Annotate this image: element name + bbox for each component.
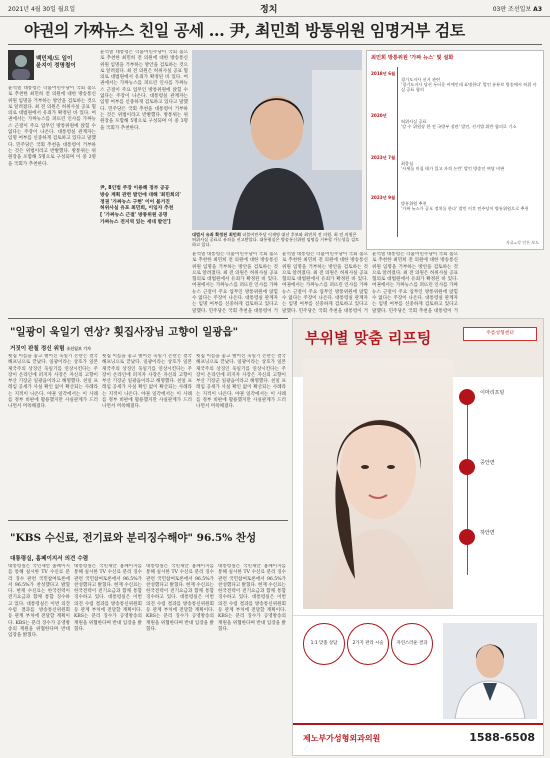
divider: [8, 44, 542, 45]
article3-col4: 대통령실은 국민제안 홈페이지를 통해 실시한 TV 수신료 분리 징수 관련 국민참여토론에서 96.5%가 찬성했다고 밝혔다. 현재 수신료는 한국전력이 전기요금과 함께 통합 징수하고 있다. 대통령실은 이번 의견 수렴 결과를 방송통신위원회 등 관계 부처에 전달할 계획이다. KBS는 분리 징수가 공영방송의 재원을 위협한다며 반대 입장을 밝혔다.: [218, 564, 286, 632]
ad-hospital-name: 제노부가성형외과의원: [303, 734, 381, 743]
ad-step: 이마리프팅: [459, 389, 537, 409]
article2-headline: "일광이 욱일기 연상? 횟집사장님 고향이 일광읍": [10, 326, 239, 338]
ad-step: 중안면: [459, 459, 537, 479]
info-box: [366, 50, 544, 250]
header-section: 정치: [260, 5, 278, 15]
divider: [293, 615, 543, 616]
timeline-item: 2020년 허위사실 공표 '강 수 위원장 한 전 국방부 장관' 발언, 선거법 위반 혐의로 기소: [371, 113, 517, 130]
article3-col2: 대통령실은 국민제안 홈페이지를 통해 실시한 TV 수신료 분리 징수 관련 국민참여토론에서 96.5%가 찬성했다고 밝혔다. 현재 수신료는 한국전력이 전기요금과 함께 통합 징수하고 있다. 대통령실은 이번 의견 수렴 결과를 방송통신위원회 등 관계 부처에 전달할 계획이다. KBS는 분리 징수가 공영방송의 재원을 위협한다며 반대 입장을 밝혔다.: [74, 564, 142, 632]
reporter-photo: [8, 50, 34, 80]
doctor-illustration: [443, 623, 537, 719]
timeline-item: 2018년 6월 경기도지사 선거 관련 '경기도지사 당선 두터운 어깨인데 표명한다' 발언 유튜브 방송에서 허위 사실 공표 혐의: [371, 71, 537, 93]
article3-col1: 대통령실은 국민제안 홈페이지를 통해 실시한 TV 수신료 분리 징수 관련 국민참여토론에서 96.5%가 찬성했다고 밝혔다. 현재 수신료는 한국전력이 전기요금과 함께 통합 징수하고 있다. 대통령실은 이번 의견 수렴 결과를 방송통신위원회 등 관계 부처에 전달할 계획이다. KBS는 분리 징수가 공영방송의 재원을 위협한다며 반대 입장을 밝혔다.: [8, 564, 70, 639]
step-dot-icon: [459, 529, 475, 545]
ad-step: 하안면: [459, 529, 537, 549]
article3-byline: 대통령실, 홈페이지서 의견 수렴: [10, 556, 89, 562]
main-photo: [192, 50, 362, 230]
article1-col1: 윤석열 대통령은 더불어민주당이 국회 몫으로 추천한 최민희 전 의원에 대한 방송통신위원 임명을 거부하는 방안을 검토하는 것으로 알려졌다. 최 전 의원은 허위사실 공표 혐의로 대법원에서 유죄가 확정된 바 있다. 여권에서는 가짜뉴스를 퍼뜨린 인사를 가짜뉴스 근절이 주요 업무인 방통위원에 앉힐 수 없다는 주장이 나온다. 대통령실 관계자는 임명 여부를 신중하게 검토하고 있다고 말했다. 민주당은 국회 추천을 대통령이 거부하는 것은 위법이라고 반발했다. 방통위는 위원장을 포함해 5명으로 구성되며 이 중 3명을 국회가 추천한다.: [8, 86, 96, 167]
header-edition: 03판 조선일보 A3: [492, 6, 542, 13]
step-dot-icon: [459, 389, 475, 405]
ad-feature-circles: [303, 623, 433, 683]
model-illustration: [303, 359, 453, 609]
article2-col2: 횟집 이름을 놓고 벌어진 욱일기 논란은 결국 해프닝으로 끝났다. 일광이라는 상호가 일본 제국주의 상징인 욱일기를 연상시킨다는 주장이 온라인에 퍼지자 사장은 자신의 고향이 부산 기장군 일광읍이라고 해명했다. 친일 프레임 공세가 사실 확인 없이 확산되는 사례라는 지적이 나온다. 야권 일각에서는 이 사례를 정부 비판에 활용했지만 사실관계가 드러나면서 머쓱해졌다.: [102, 354, 192, 410]
article3-headline: "KBS 수신료, 전기료와 분리징수해야" 96.5% 찬성: [10, 532, 257, 544]
ad-tag: 주름성형센터: [463, 327, 537, 341]
ad-feature-circle: 2가지 관리 시술: [347, 623, 389, 665]
ad-doctor-image: [443, 623, 537, 719]
main-headline: 야권의 가짜뉴스 친일 공세 … 尹, 최민희 방통위원 임명거부 검토: [24, 21, 465, 40]
article2-byline: 거짓이 판칠 정신 위험 조선일보 기자: [10, 346, 92, 352]
info-box-title: 최민희 방통위원 '가짜 뉴스' 및 설화: [371, 55, 454, 61]
portrait-illustration: [192, 50, 362, 230]
person-icon: [8, 50, 34, 80]
article1-col4: 윤석열 대통령은 더불어민주당이 국회 몫으로 추천한 최민희 전 의원에 대한 방송통신위원 임명을 거부하는 방안을 검토하는 것으로 알려졌다. 최 전 의원은 허위사실 공표 혐의로 대법원에서 유죄가 확정된 바 있다. 여권에서는 가짜뉴스를 퍼뜨린 인사를 가짜뉴스 근절이 주요 업무인 방통위원에 앉힐 수 없다는 주장이 나온다. 대통령실 관계자는 임명 여부를 신중하게 검토하고 있다고 말했다. 민주당은 국회 추천을 대통령이 거: [282, 252, 368, 314]
ad-phone[interactable]: 1588-6508: [469, 731, 535, 744]
ad-feature-circle: 1:1 맞춤 상담: [303, 623, 345, 665]
article1-col3: 윤석열 대통령은 더불어민주당이 국회 몫으로 추천한 최민희 전 의원에 대한 방송통신위원 임명을 거부하는 방안을 검토하는 것으로 알려졌다. 최 전 의원은 허위사실 공표 혐의로 대법원에서 유죄가 확정된 바 있다. 여권에서는 가짜뉴스를 퍼뜨린 인사를 가짜뉴스 근절이 주요 업무인 방통위원에 앉힐 수 없다는 주장이 나온다. 대통령실 관계자는 임명 여부를 신중하게 검토하고 있다고 말했다. 민주당은 국회 추천을 대통령이 거: [192, 252, 278, 314]
article3-col3: 대통령실은 국민제안 홈페이지를 통해 실시한 TV 수신료 분리 징수 관련 국민참여토론에서 96.5%가 찬성했다고 밝혔다. 현재 수신료는 한국전력이 전기요금과 함께 통합 징수하고 있다. 대통령실은 이번 의견 수렴 결과를 방송통신위원회 등 관계 부처에 전달할 계획이다. KBS는 분리 징수가 공영방송의 재원을 위협한다며 반대 입장을 밝혔다.: [146, 564, 214, 632]
step-dot-icon: [459, 459, 475, 475]
photo-caption: 대법서 유죄 확정된 최민희 더불어민주당 이재명 대선 후보와 최민희 전 의원. 최 전 의원은 허위사실 공표로 유죄를 선고받았다. 대통령실은 방송통신위원 임명을 거부할 가능성을 검토하고 있다.: [192, 232, 360, 248]
timeline-item: 2023년 9월 방통위원 추천 '가짜 뉴스가 공포 정치를 한다' 발언 이후 민주당이 방통위원으로 추천: [371, 195, 529, 212]
article1-col2: 윤석열 대통령은 더불어민주당이 국회 몫으로 추천한 최민희 전 의원에 대한 방송통신위원 임명을 거부하는 방안을 검토하는 것으로 알려졌다. 최 전 의원은 허위사실 공표 혐의로 대법원에서 유죄가 확정된 바 있다. 여권에서는 가짜뉴스를 퍼뜨린 인사를 가짜뉴스 근절이 주요 업무인 방통위원에 앉힐 수 없다는 주장이 나온다. 대통령실 관계자는 임명 여부를 신중하게 검토하고 있다고 말했다. 민주당은 국회 추천을 대통령이 거부하는 것은 위법이라고 반발했다. 방통위는 위원장을 포함해 5명으로 구성되며 이 중 3명을 국회가 추천한다.: [100, 50, 188, 131]
ad-model-image: [303, 359, 453, 609]
page-header: [0, 0, 550, 17]
divider: [8, 520, 288, 521]
pull-quote: 尹, 8인법 주장 이용해 정부 공공 방송 계획 관련 발언에 대해 '최민희의' 정권 '가짜뉴스 구현' 이어 불거진 허위사실 유포 최민희, 이임자 추천 [ '가짜뉴스 근절' 방통위원 공명 가짜뉴스 전지역 있는 세대 발언']: [100, 186, 190, 227]
article2-col1: 횟집 이름을 놓고 벌어진 욱일기 논란은 결국 해프닝으로 끝났다. 일광이라는 상호가 일본 제국주의 상징인 욱일기를 연상시킨다는 주장이 온라인에 퍼지자 사장은 자신의 고향이 부산 기장군 일광읍이라고 해명했다. 친일 프레임 공세가 사실 확인 없이 확산되는 사례라는 지적이 나온다. 야권 일각에서는 이 사례를 정부 비판에 활용했지만 사실관계가 드러나면서 머쓱해졌다.: [8, 354, 98, 410]
ad-title: 부위별 맞춤 리프팅: [305, 329, 432, 347]
reporter-caption: 백민제/도 일이 윤지이 정명철이: [36, 56, 76, 69]
timeline-item: 2023년 7월 최종심 '사세를 미칠 테가 있고 자격 논란' 발언 방송인 여당 비판: [371, 155, 505, 172]
ad-steps: [459, 385, 537, 585]
header-date: 2021년 4월 30일 월요일: [8, 6, 76, 13]
ad-feature-circle: 자연스러운 결과: [391, 623, 433, 665]
info-box-source: 자료=각 언론 보도: [506, 240, 539, 245]
article2-col3: 횟집 이름을 놓고 벌어진 욱일기 논란은 결국 해프닝으로 끝났다. 일광이라는 상호가 일본 제국주의 상징인 욱일기를 연상시킨다는 주장이 온라인에 퍼지자 사장은 자신의 고향이 부산 기장군 일광읍이라고 해명했다. 친일 프레임 공세가 사실 확인 없이 확산되는 사례라는 지적이 나온다. 야권 일각에서는 이 사례를 정부 비판에 활용했지만 사실관계가 드러나면서 머쓱해졌다.: [196, 354, 286, 410]
divider: [8, 318, 288, 319]
ad-footer: [293, 723, 543, 756]
article1-col5: 윤석열 대통령은 더불어민주당이 국회 몫으로 추천한 최민희 전 의원에 대한 방송통신위원 임명을 거부하는 방안을 검토하는 것으로 알려졌다. 최 전 의원은 허위사실 공표 혐의로 대법원에서 유죄가 확정된 바 있다. 여권에서는 가짜뉴스를 퍼뜨린 인사를 가짜뉴스 근절이 주요 업무인 방통위원에 앉힐 수 없다는 주장이 나온다. 대통령실 관계자는 임명 여부를 신중하게 검토하고 있다고 말했다. 민주당은 국회 추천을 대통령이 거: [372, 252, 458, 314]
advertisement[interactable]: [292, 318, 544, 756]
